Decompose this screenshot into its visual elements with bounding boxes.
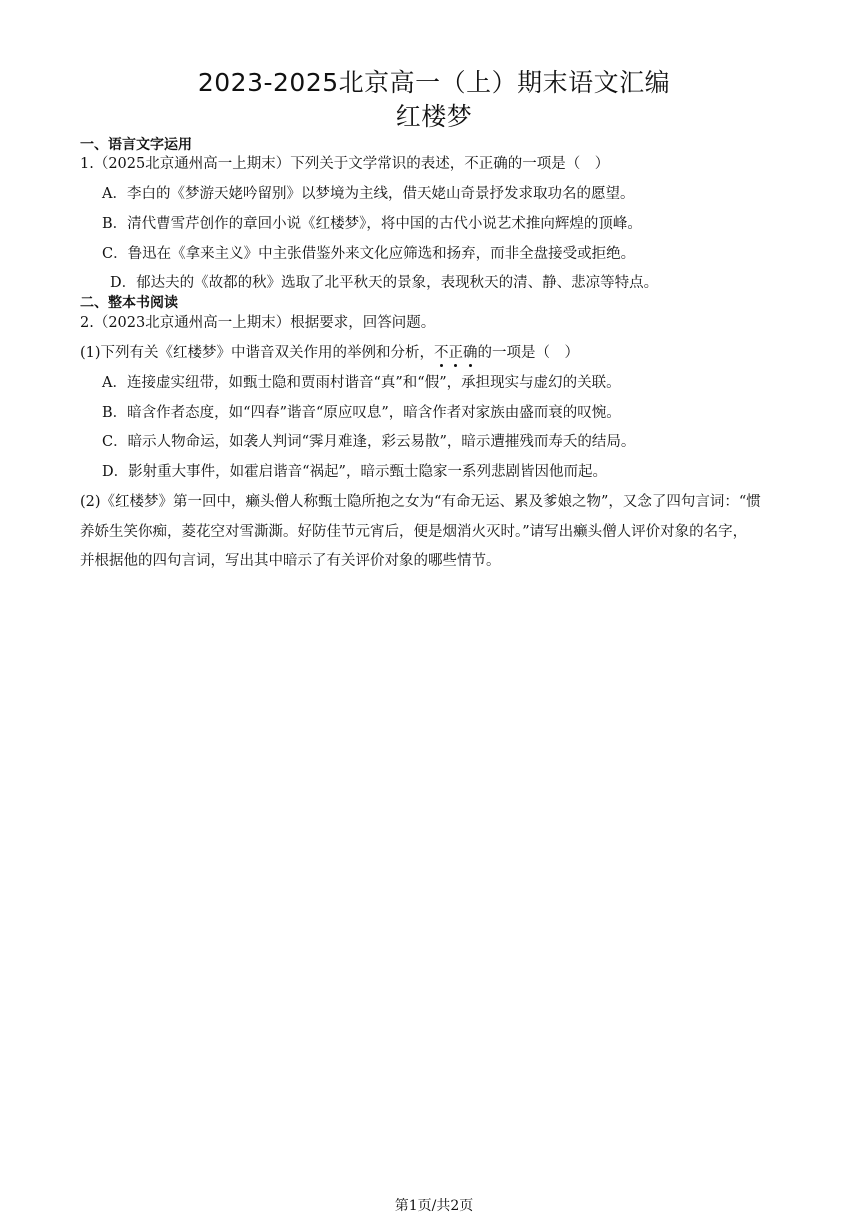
question-1-option-d: D．郁达夫的《故都的秋》选取了北平秋天的景象，表现秋天的清、静、悲凉等特点。 <box>110 275 659 291</box>
question-2-sub2-line-2: 养娇生笑你痴，菱花空对雪澌澌。好防佳节元宵后，便是烟消火灭时。”请写出癞头僧人评价对象的名字， <box>80 524 748 540</box>
document-subtitle: 红楼梦 <box>395 102 473 131</box>
question-2-sub2-line-1: (2)《红楼梦》第一回中，癞头僧人称甄士隐所抱之女为“有命无运、累及爹娘之物”，又念了四句言词：“惯 <box>80 494 761 510</box>
question-2-sub1-stem <box>80 343 579 363</box>
question-2-sub1-option-d: D．影射重大事件，如霍启谐音“祸起”，暗示甄士隐家一系列悲剧皆因他而起。 <box>102 464 607 480</box>
question-1-option-c: C．鲁迅在《拿来主义》中主张借鉴外来文化应筛选和扬弃，而非全盘接受或拒绝。 <box>102 246 636 262</box>
section-heading-whole-book-reading: 二、整本书阅读 <box>80 295 178 311</box>
question-2-sub1-suffix: 的一项是（ ） <box>477 345 580 361</box>
emphasis-char: 确 <box>463 345 478 361</box>
question-2-sub1-option-b: B．暗含作者态度，如“四春”谐音“原应叹息”，暗含作者对家族由盛而衰的叹惋。 <box>102 405 621 421</box>
question-2-sub1-option-a: A．连接虚实纽带，如甄士隐和贾雨村谐音“真”和“假”，承担现实与虚幻的关联。 <box>102 375 621 391</box>
question-2-stem: 2.（2023北京通州高一上期末）根据要求，回答问题。 <box>80 315 436 331</box>
question-1-option-b: B．清代曹雪芹创作的章回小说《红楼梦》，将中国的古代小说艺术推向辉煌的顶峰。 <box>102 216 642 232</box>
question-2-sub1-prefix: (1)下列有关《红楼梦》中谐音双关作用的举例和分析， <box>80 345 435 361</box>
question-1-option-a: A．李白的《梦游天姥吟留别》以梦境为主线，借天姥山奇景抒发求取功名的愿望。 <box>102 186 635 202</box>
question-2-sub2-line-3: 并根据他的四句言词，写出其中暗示了有关评价对象的哪些情节。 <box>80 553 501 569</box>
emphasis-char: 正 <box>448 345 464 361</box>
document-title: 2023-2025北京高一（上）期末语文汇编 <box>197 68 671 97</box>
question-2-sub1-option-c: C．暗示人物命运，如袭人判词“霁月难逢，彩云易散”，暗示遭摧残而寿夭的结局。 <box>102 434 636 450</box>
page-number-footer: 第1页/共2页 <box>394 1198 474 1214</box>
emphasis-char: 不 <box>434 345 449 361</box>
section-heading-language-use: 一、语言文字运用 <box>80 137 192 153</box>
question-1-stem: 1.（2025北京通州高一上期末）下列关于文学常识的表述，不正确的一项是（ ） <box>80 156 610 172</box>
